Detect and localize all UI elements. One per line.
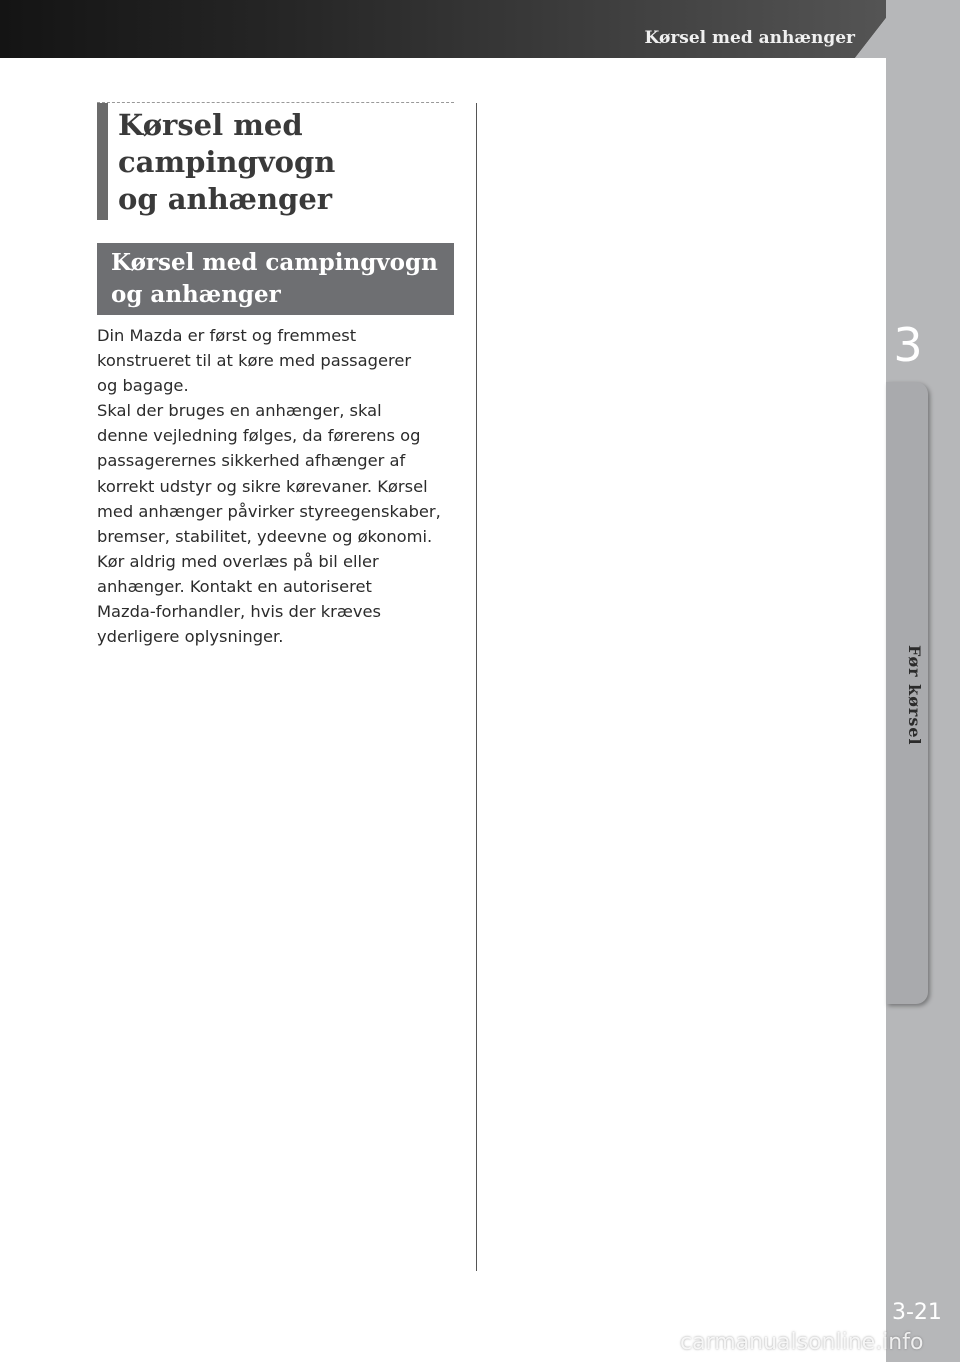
subsection-title-line: Kørsel med campingvogn (111, 249, 438, 276)
body-line: yderligere oplysninger. (97, 627, 284, 647)
body-line: og bagage. (97, 376, 189, 396)
body-paragraph (97, 323, 469, 649)
body-line: denne vejledning følges, da førerens og (97, 426, 421, 446)
body-line: Mazda-forhandler, hvis der kræves (97, 602, 381, 622)
body-line: passagerernes sikkerhed afhænger af (97, 451, 406, 471)
chapter-number: 3 (893, 318, 923, 372)
body-line: anhænger. Kontakt en autoriseret (97, 576, 372, 596)
section-title-bar (97, 103, 108, 220)
section-title-line: Kørsel med (118, 108, 303, 142)
subsection-box (97, 243, 454, 315)
section-title-block (97, 102, 454, 220)
running-title: Kørsel med anhænger (644, 28, 855, 48)
subsection-title-line: og anhænger (111, 281, 281, 308)
body-line: Skal der bruges en anhænger, skal (97, 401, 382, 421)
page-number: 3-21 (892, 1300, 942, 1325)
body-line: bremser, stabilitet, ydeevne og økonomi. (97, 526, 433, 546)
body-line: korrekt udstyr og sikre kørevaner. Kørsel (97, 476, 428, 496)
subsection-title (111, 247, 438, 311)
body-line: med anhænger påvirker styreegenskaber, (97, 501, 441, 521)
section-title-line: og anhænger (118, 182, 333, 216)
body-line: Kør aldrig med overlæs på bil eller (97, 551, 379, 571)
section-title-line: campingvogn (118, 145, 336, 179)
body-line: konstrueret til at køre med passagerer (97, 351, 412, 371)
chapter-label: Før kørsel (905, 645, 924, 746)
body-line: Din Mazda er først og fremmest (97, 326, 357, 345)
column-divider (476, 103, 477, 1271)
watermark-text: carmanualsonline.info (680, 1330, 924, 1355)
section-title (118, 107, 335, 218)
